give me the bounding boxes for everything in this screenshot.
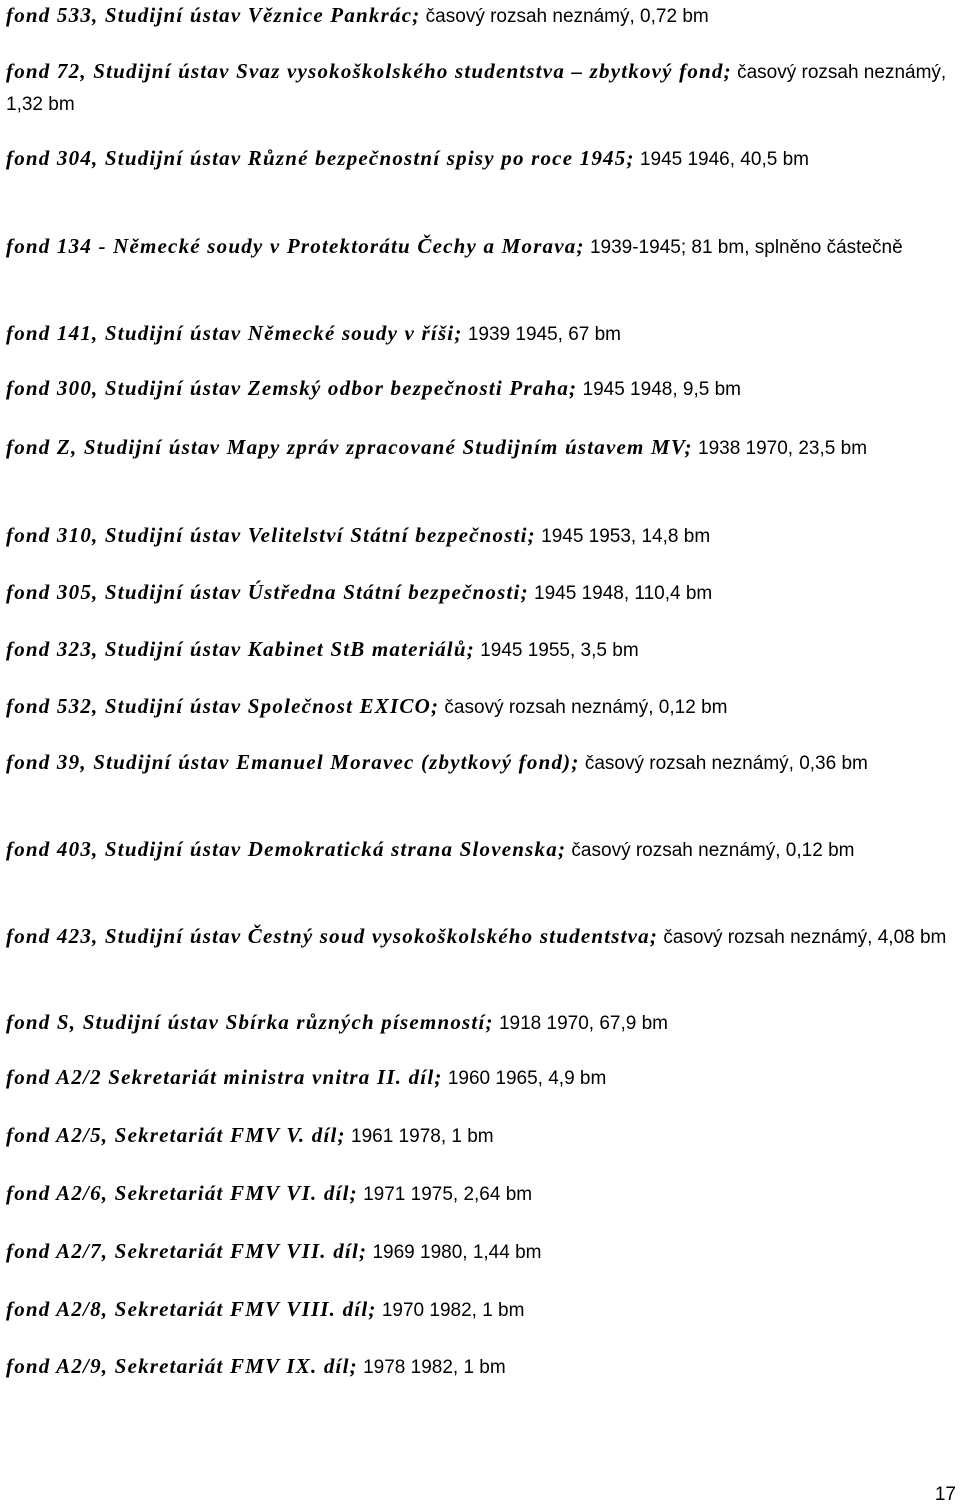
fond-details: 1945 1948, 9,5 bm <box>577 379 741 400</box>
archive-entry <box>6 634 956 666</box>
fond-name: fond 423, Studijní ústav Čestný soud vysokoškolského studentstva; <box>6 924 659 948</box>
archive-entry <box>6 143 956 175</box>
archive-entry <box>6 373 956 405</box>
fond-name: fond 300, Studijní ústav Zemský odbor bezpečnosti Praha; <box>6 376 578 400</box>
archive-entry <box>6 318 956 350</box>
fond-name: fond A2/2 Sekretariát ministra vnitra II. díl; <box>6 1065 443 1089</box>
archive-entry <box>6 834 956 866</box>
fond-details: 1939 1945, 67 bm <box>462 324 622 345</box>
fond-name: fond 323, Studijní ústav Kabinet StB materiálů; <box>6 637 475 661</box>
archive-entry <box>6 577 956 609</box>
archive-entry <box>6 0 956 32</box>
fond-details: časový rozsah neznámý, 0,72 bm <box>420 6 709 27</box>
fond-details: 1971 1975, 2,64 bm <box>357 1184 533 1205</box>
fond-name: fond 134 - Německé soudy v Protektorátu Čechy a Morava; <box>6 234 585 258</box>
fond-details: 1970 1982, 1 bm <box>376 1300 525 1321</box>
archive-entry <box>6 1351 956 1383</box>
archive-entry <box>6 56 956 120</box>
fond-name: fond A2/8, Sekretariát FMV VIII. díl; <box>6 1297 377 1321</box>
fond-name: fond S, Studijní ústav Sbírka různých písemností; <box>6 1010 494 1034</box>
fond-details: časový rozsah neznámý, 0,12 bm <box>566 840 855 861</box>
fond-details: časový rozsah neznámý, 0,12 bm <box>439 697 728 718</box>
fond-name: fond A2/9, Sekretariát FMV IX. díl; <box>6 1354 358 1378</box>
fond-details: 1978 1982, 1 bm <box>357 1357 506 1378</box>
fond-name: fond 141, Studijní ústav Německé soudy v říši; <box>6 321 463 345</box>
archive-entry <box>6 1120 956 1152</box>
fond-details: 1945 1953, 14,8 bm <box>535 526 711 547</box>
archive-entry <box>6 1178 956 1210</box>
fond-name: fond 310, Studijní ústav Velitelství Státní bezpečnosti; <box>6 523 536 547</box>
archive-entry <box>6 747 956 779</box>
fond-details: 1945 1948, 110,4 bm <box>528 583 713 604</box>
fond-name: fond A2/6, Sekretariát FMV VI. díl; <box>6 1181 358 1205</box>
fond-details: 1960 1965, 4,9 bm <box>442 1068 607 1089</box>
fond-details: 1969 1980, 1,44 bm <box>367 1242 542 1263</box>
archive-entry <box>6 1236 956 1268</box>
fond-details: 1945 1946, 40,5 bm <box>634 149 809 170</box>
archive-entry <box>6 921 956 953</box>
fond-details: časový rozsah neznámý, 4,08 bm <box>658 927 947 948</box>
fond-name: fond A2/7, Sekretariát FMV VII. díl; <box>6 1239 368 1263</box>
fond-details: 1961 1978, 1 bm <box>345 1126 494 1147</box>
archive-entry <box>6 1007 956 1039</box>
fond-details: 1939-1945; 81 bm, splněno částečně <box>584 237 903 258</box>
archive-entry <box>6 520 956 552</box>
fond-details: časový rozsah neznámý, 1,32 bm <box>6 62 947 115</box>
fond-name: fond 304, Studijní ústav Různé bezpečnostní spisy po roce 1945; <box>6 146 635 170</box>
fond-details: časový rozsah neznámý, 0,36 bm <box>579 753 868 774</box>
archive-entry <box>6 432 956 464</box>
archive-entry <box>6 1062 956 1094</box>
archive-entry <box>6 691 956 723</box>
archive-entry <box>6 231 956 263</box>
fond-details: 1945 1955, 3,5 bm <box>474 640 639 661</box>
archive-entry <box>6 1294 956 1326</box>
fond-name: fond 305, Studijní ústav Ústředna Státní bezpečnosti; <box>6 580 529 604</box>
fond-details: 1938 1970, 23,5 bm <box>692 438 868 459</box>
fond-details: 1918 1970, 67,9 bm <box>493 1013 668 1034</box>
fond-name: fond A2/5, Sekretariát FMV V. díl; <box>6 1123 346 1147</box>
fond-name: fond 403, Studijní ústav Demokratická strana Slovenska; <box>6 837 567 861</box>
fond-name: fond 39, Studijní ústav Emanuel Moravec (zbytkový fond); <box>6 750 580 774</box>
fond-name: fond 532, Studijní ústav Společnost EXICO; <box>6 694 440 718</box>
fond-name: fond 72, Studijní ústav Svaz vysokoškolského studentstva – zbytkový fond; <box>6 59 732 83</box>
fond-name: fond 533, Studijní ústav Věznice Pankrác; <box>6 3 421 27</box>
page-number: 17 <box>934 1484 956 1505</box>
fond-name: fond Z, Studijní ústav Mapy zpráv zpracované Studijním ústavem MV; <box>6 435 693 459</box>
